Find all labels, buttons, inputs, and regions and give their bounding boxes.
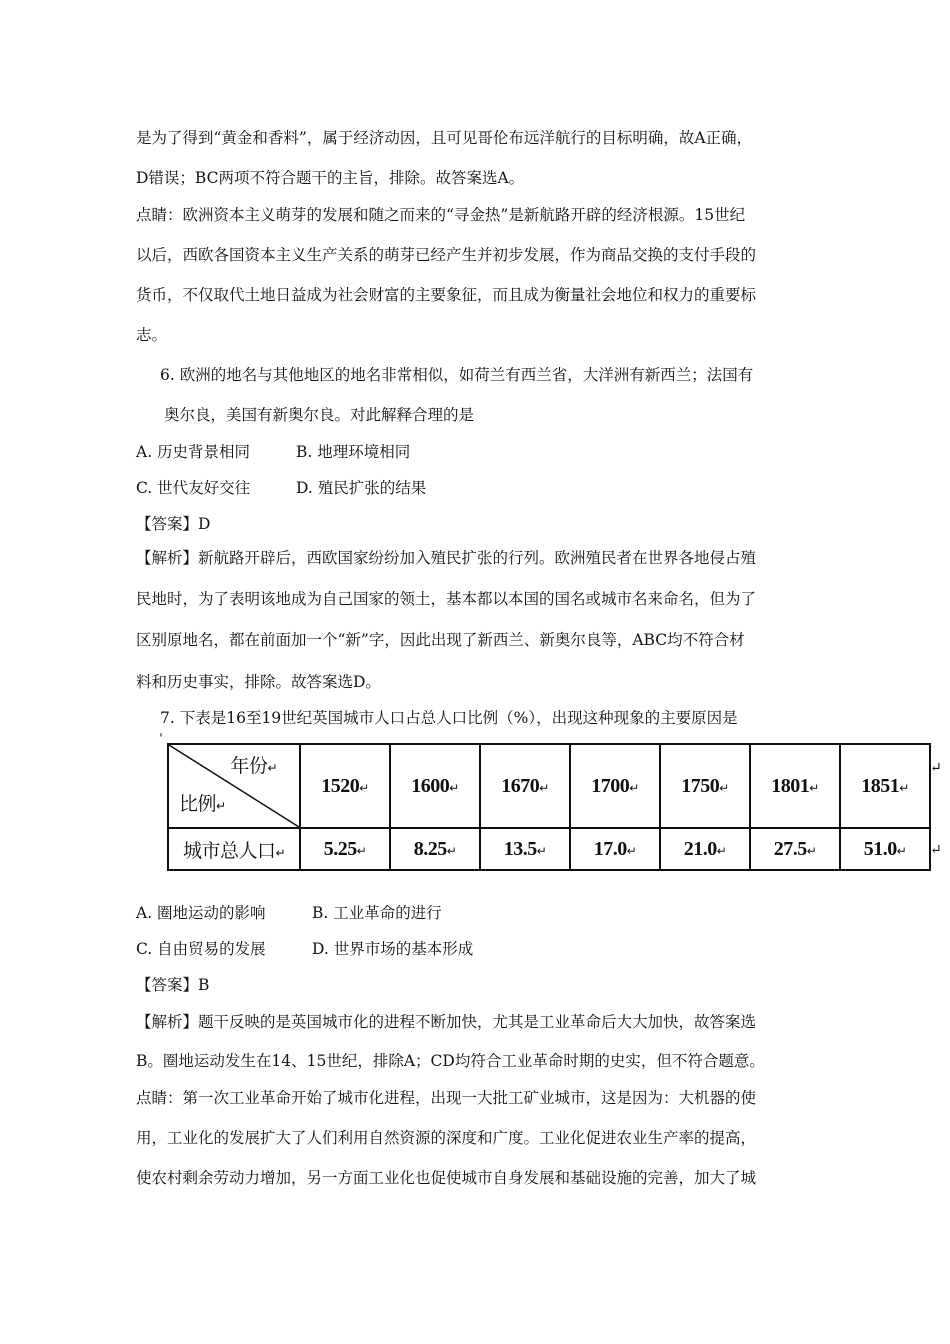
question-6-answer: 【答案】D [136, 515, 211, 533]
corner-label-ratio: 比例↵ [179, 793, 226, 815]
row-end-mark: ↵ [930, 760, 942, 776]
question-7-options-row-2 [136, 939, 473, 959]
question-7-answer: 【答案】B [136, 976, 210, 994]
corner-label-year: 年份↵ [230, 755, 277, 777]
row-end-mark: ↵ [930, 842, 942, 858]
value-cell: 21.0↵ [660, 828, 750, 870]
year-cell: 1600↵ [390, 744, 480, 828]
table-header-row [168, 744, 930, 828]
value-cell: 5.25↵ [300, 828, 390, 870]
option-c: C. 自由贸易的发展 [136, 940, 266, 958]
value-cell: 17.0↵ [570, 828, 660, 870]
question-7-note: 使农村剩余劳动力增加，另一方面工业化也促使城市自身发展和基础设施的完善，加大了城 [136, 1169, 757, 1187]
question-7-explanation: B。圈地运动发生在14、15世纪，排除A；CD均符合工业革命时期的史实，但不符合题意。 [136, 1052, 765, 1070]
value-cell: 51.0↵ [840, 828, 930, 870]
year-cell: 1801↵ [750, 744, 840, 828]
question-6-options-row-1 [136, 442, 410, 462]
year-cell: 1670↵ [480, 744, 570, 828]
question-6-explanation: 区别原地名，都在前面加一个“新”字，因此出现了新西兰、新奥尔良等，ABC均不符合材 [136, 631, 745, 649]
value-cell: 13.5↵ [480, 828, 570, 870]
question-7-note: 用，工业化的发展扩大了人们利用自然资源的深度和广度。工业化促进农业生产率的提高， [136, 1129, 757, 1147]
option-a: A. 历史背景相同 [136, 443, 251, 461]
question-7-note: 点睛：第一次工业革命开始了城市化进程，出现一大批工矿业城市，这是因为：大机器的使 [136, 1089, 757, 1107]
row-label-cell: 城市总人口↵ [168, 828, 300, 870]
population-table-wrapper [159, 732, 942, 884]
question-6-stem: 6. 欧洲的地名与其他地区的地名非常相似，如荷兰有西兰省，大洋洲有新西兰；法国有 [160, 366, 754, 384]
question-6-explanation: 【解析】新航路开辟后，西欧国家纷纷加入殖民扩张的行列。欧洲殖民者在世界各地侵占殖 [136, 549, 757, 567]
text-line: 志。 [136, 326, 168, 344]
text-line: 以后，西欧各国资本主义生产关系的萌芽已经产生并初步发展，作为商品交换的支付手段的 [136, 246, 757, 264]
year-cell: 1750↵ [660, 744, 750, 828]
table-corner-mark: ˈ [159, 732, 163, 748]
year-cell: 1700↵ [570, 744, 660, 828]
question-6-explanation: 民地时，为了表明该地成为自己国家的领土，基本都以本国的国名或城市名来命名，但为了 [136, 590, 757, 608]
year-cell: 1520↵ [300, 744, 390, 828]
text-line: D错误；BC两项不符合题干的主旨，排除。故答案选A。 [136, 169, 525, 187]
year-cell: 1851↵ [840, 744, 930, 828]
option-b: B. 工业革命的进行 [312, 904, 442, 922]
table-corner-cell [168, 744, 300, 828]
option-c: C. 世代友好交往 [136, 479, 251, 497]
text-line: 是为了得到“黄金和香料”，属于经济动因，且可见哥伦布远洋航行的目标明确，故A正确， [136, 129, 753, 147]
value-cell: 27.5↵ [750, 828, 840, 870]
text-line: 点睛：欧洲资本主义萌芽的发展和随之而来的“寻金热”是新航路开辟的经济根源。15世纪 [136, 206, 746, 224]
option-d: D. 世界市场的基本形成 [312, 940, 474, 958]
option-b: B. 地理环境相同 [296, 443, 411, 461]
table-data-row [168, 828, 930, 870]
question-6-options-row-2 [136, 478, 426, 498]
question-7-explanation: 【解析】题干反映的是英国城市化的进程不断加快，尤其是工业革命后大大加快，故答案选 [136, 1013, 757, 1031]
question-7-stem: 7. 下表是16至19世纪英国城市人口占总人口比例（%），出现这种现象的主要原因是 [160, 709, 738, 727]
value-cell: 8.25↵ [390, 828, 480, 870]
option-d: D. 殖民扩张的结果 [296, 479, 427, 497]
option-a: A. 圈地运动的影响 [136, 904, 266, 922]
text-line: 货币，不仅取代土地日益成为社会财富的主要象征，而且成为衡量社会地位和权力的重要标 [136, 286, 757, 304]
question-7-options-row-1 [136, 903, 442, 923]
population-table [167, 743, 931, 871]
question-6-stem-cont: 奥尔良，美国有新奥尔良。对此解释合理的是 [164, 406, 475, 424]
question-6-explanation: 料和历史事实，排除。故答案选D。 [136, 673, 381, 691]
